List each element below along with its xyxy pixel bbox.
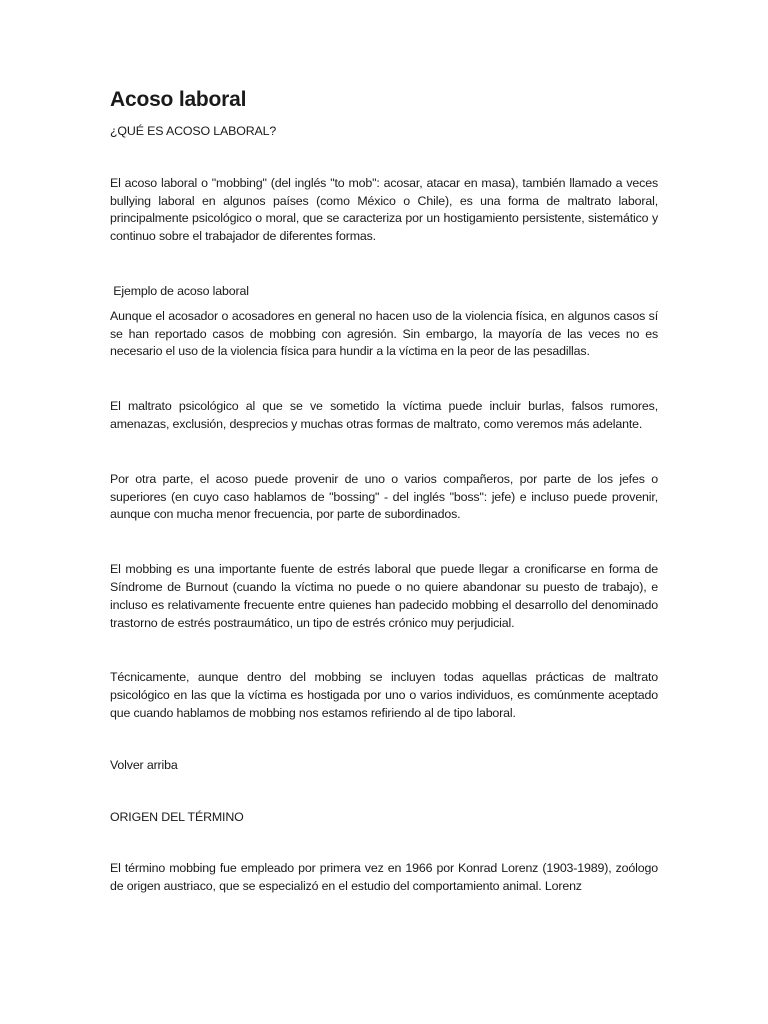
paragraph-technical: Técnicamente, aunque dentro del mobbing se incluyen todas aquellas prácticas de maltrato psicológico en las que la víctima es hostigada por uno o varios individuos, es comúnmente aceptado que cuando hablamos de mobbing nos estamos refiriendo al de tipo laboral. (110, 670, 658, 720)
paragraph-origin: El término mobbing fue empleado por primera vez en 1966 por Konrad Lorenz (1903-1989), zoólogo de origen austriaco, que se especializó en el estudio del comportamiento animal. Lorenz (110, 861, 658, 894)
paragraph-definition: El acoso laboral o "mobbing" (del inglés "to mob": acosar, atacar en masa), también llamado a veces bullying laboral en algunos países (como México o Chile), es una forma de maltrato laboral, principalmente psicológico o moral, que se caracteriza por un hostigamiento persistente, sistemático y continuo sobre el trabajador de diferentes formas. (110, 175, 658, 244)
section-subtitle: ¿QUÉ ES ACOSO LABORAL? (110, 124, 277, 138)
back-to-top-link[interactable]: Volver arriba (110, 757, 178, 772)
paragraph-psychological: El maltrato psicológico al que se ve sometido la víctima puede incluir burlas, falsos rumores, amenazas, exclusión, desprecios y muchas otras formas de maltrato, como veremos más adelante. (110, 399, 658, 431)
document-page (110, 86, 658, 896)
paragraph-sources: Por otra parte, el acoso puede provenir de uno o varios compañeros, por parte de los jefes o superiores (en cuyo caso hablamos de "bossing" - del inglés "boss": jefe) e incluso puede provenir, aunque con mucha menor frecuencia, por parte de subordinados. (110, 471, 658, 522)
page-title: Acoso laboral (110, 88, 247, 111)
paragraph-violence: Aunque el acosador o acosadores en general no hacen uso de la violencia física, en algunos casos sí se han reportado casos de mobbing con agresión. Sin embargo, la mayoría de las veces no es necesario el uso de la violencia física para hundir a la víctima en la peor de las pesadillas. (110, 308, 658, 359)
example-heading: Ejemplo de acoso laboral (110, 283, 249, 298)
paragraph-stress: El mobbing es una importante fuente de estrés laboral que puede llegar a cronificarse en forma de Síndrome de Burnout (cuando la víctima no puede o no quiere abandonar su puesto de trabajo), e incluso es relativamente frecuente entre quienes han padecido mobbing el desarrollo del denominado trastorno de estrés postraumático, un tipo de estrés crónico muy perjudicial. (110, 562, 658, 630)
origin-heading: ORIGEN DEL TÉRMINO (110, 809, 244, 824)
